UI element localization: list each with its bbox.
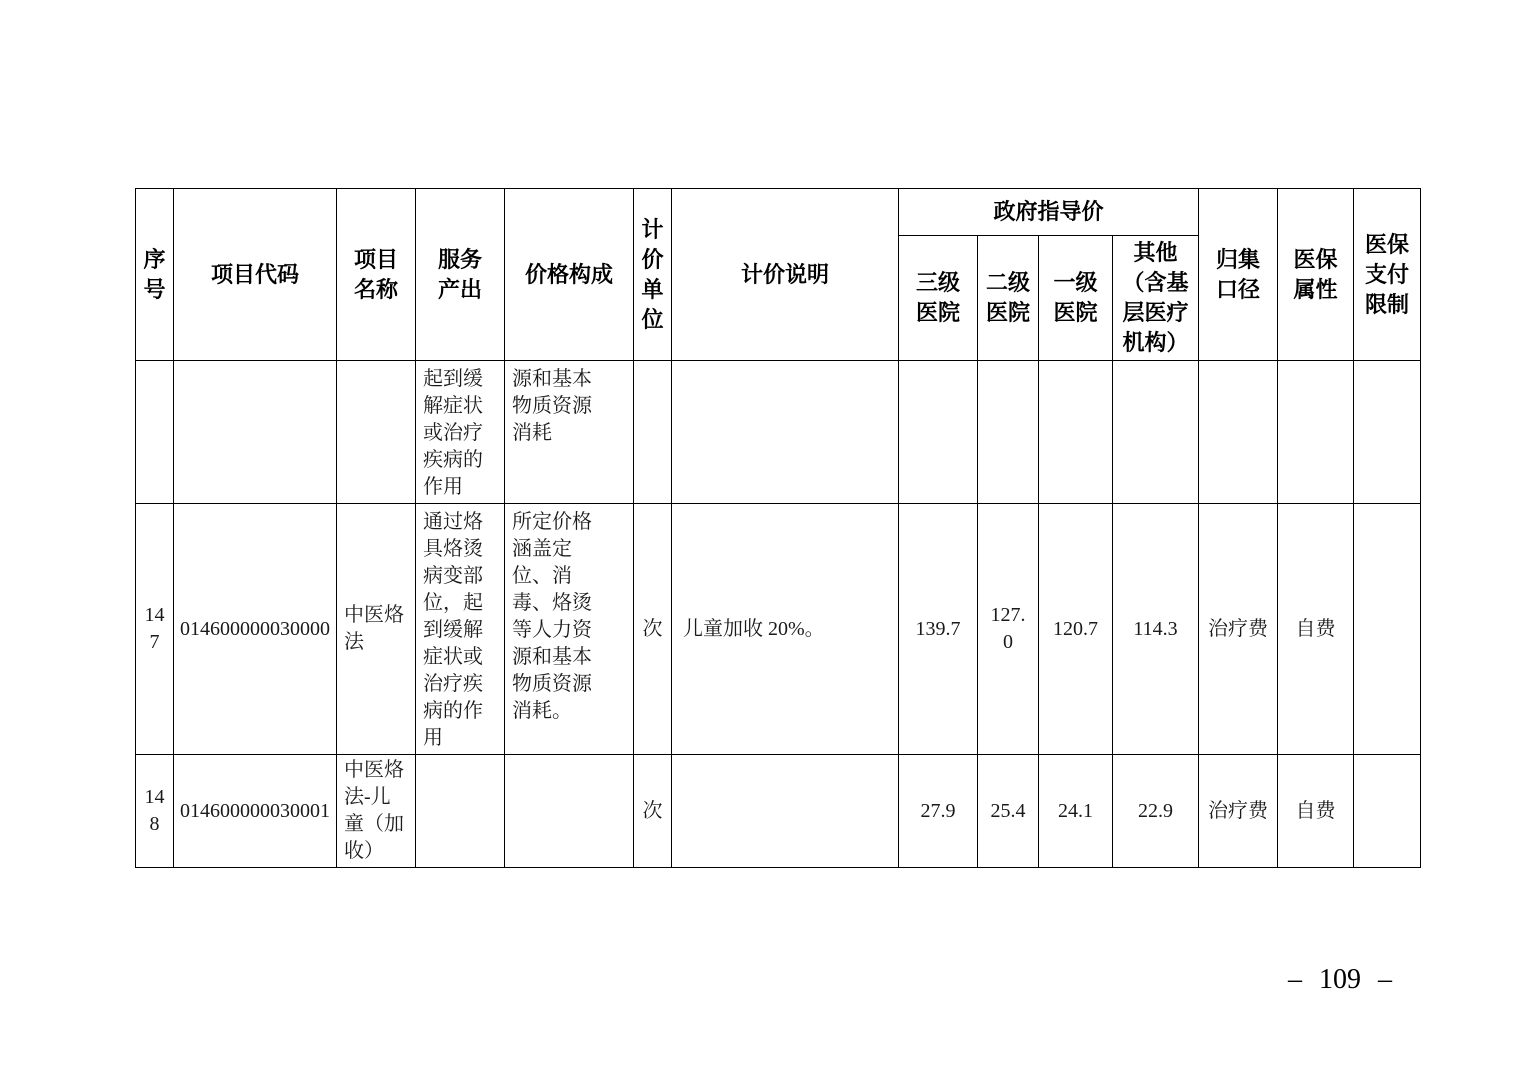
medical-service-price-table <box>135 188 1421 868</box>
col-header-seq <box>136 189 174 361</box>
cell-insurance-limit <box>1354 504 1421 755</box>
cell-insurance-attr <box>1278 504 1354 755</box>
col-header-output-label: 服务产出 <box>437 246 482 302</box>
cell-composition <box>505 361 634 504</box>
unit-value: 次 <box>642 799 663 822</box>
cell-caliber <box>1199 504 1278 755</box>
cell-note <box>672 504 899 755</box>
output-value: 通过烙具烙烫病变部位，起到缓解症状或治疗疾病的作用 <box>423 511 483 749</box>
cell-price-tier1 <box>1039 361 1113 504</box>
col-header-composition-label: 价格构成 <box>524 261 613 287</box>
cell-price-tier2 <box>978 755 1039 868</box>
col-header-tier1-label: 一级医院 <box>1053 270 1098 325</box>
col-header-unit-label: 计价单位 <box>641 216 664 332</box>
caliber-value: 治疗费 <box>1208 617 1269 640</box>
col-header-gov-guide-price-label: 政府指导价 <box>993 199 1104 224</box>
col-header-insurance-limit-label: 医保支付限制 <box>1365 231 1410 317</box>
cell-price-tier2 <box>978 361 1039 504</box>
col-header-output <box>416 189 505 361</box>
price-tier3-value: 27.9 <box>920 799 956 822</box>
output-value: 起到缓解症状或治疗疾病的作用 <box>423 368 483 498</box>
cell-caliber <box>1199 361 1278 504</box>
insurance-attr-value: 自费 <box>1295 799 1336 822</box>
seq-value: 148 <box>144 786 165 835</box>
cell-seq <box>136 755 174 868</box>
cell-price-other <box>1113 361 1199 504</box>
table-row-continuation <box>136 361 1421 504</box>
col-header-other-institutions <box>1113 236 1199 361</box>
cell-insurance-attr <box>1278 361 1354 504</box>
col-header-note-label: 计价说明 <box>740 261 829 287</box>
col-header-insurance-attr-label: 医保属性 <box>1293 246 1338 302</box>
col-header-insurance-attr <box>1278 189 1354 361</box>
composition-value: 所定价格涵盖定位、消毒、烙烫等人力资源和基本物质资源消耗。 <box>512 511 592 722</box>
price-tier3-value: 139.7 <box>915 617 961 640</box>
insurance-attr-value: 自费 <box>1295 617 1336 640</box>
cell-price-tier1 <box>1039 755 1113 868</box>
col-header-tier2-hospital <box>978 236 1039 361</box>
cell-note <box>672 361 899 504</box>
cell-price-tier2 <box>978 504 1039 755</box>
price-tier1-value: 120.7 <box>1053 617 1098 640</box>
cell-price-tier3 <box>899 504 978 755</box>
cell-insurance-limit <box>1354 361 1421 504</box>
col-header-caliber-label: 归集口径 <box>1216 246 1261 302</box>
cell-name <box>337 755 416 868</box>
cell-price-other <box>1113 504 1199 755</box>
code-value: 014600000030000 <box>180 617 330 640</box>
price-tier2-value: 127.0 <box>990 604 1026 653</box>
cell-note <box>672 755 899 868</box>
cell-insurance-limit <box>1354 755 1421 868</box>
unit-value: 次 <box>642 617 663 640</box>
cell-code <box>174 755 337 868</box>
col-header-note <box>672 189 899 361</box>
cell-seq <box>136 361 174 504</box>
col-header-code <box>174 189 337 361</box>
cell-output <box>416 361 505 504</box>
col-header-tier2-label: 二级医院 <box>985 270 1030 325</box>
col-header-name <box>337 189 416 361</box>
cell-name <box>337 361 416 504</box>
cell-seq <box>136 504 174 755</box>
note-value: 儿童加收 20%。 <box>683 617 825 640</box>
cell-composition <box>505 504 634 755</box>
cell-price-tier3 <box>899 755 978 868</box>
col-header-tier3-label: 三级医院 <box>915 270 960 325</box>
code-value: 014600000030001 <box>180 799 330 822</box>
col-header-gov-guide-price <box>899 189 1199 236</box>
col-header-composition <box>505 189 634 361</box>
cell-name <box>337 504 416 755</box>
cell-price-other <box>1113 755 1199 868</box>
price-tier2-value: 25.4 <box>990 799 1026 822</box>
cell-output <box>416 504 505 755</box>
col-header-seq-label: 序号 <box>143 246 166 302</box>
col-header-caliber <box>1199 189 1278 361</box>
col-header-other-label: 其他（含基层医疗机构） <box>1122 240 1189 355</box>
cell-caliber <box>1199 755 1278 868</box>
cell-price-tier3 <box>899 361 978 504</box>
caliber-value: 治疗费 <box>1208 799 1269 822</box>
cell-composition <box>505 755 634 868</box>
col-header-unit <box>634 189 672 361</box>
col-header-name-label: 项目名称 <box>353 246 398 302</box>
cell-code <box>174 361 337 504</box>
name-value: 中医烙法 <box>344 604 404 653</box>
cell-unit <box>634 504 672 755</box>
price-tier1-value: 24.1 <box>1058 799 1093 822</box>
seq-value: 147 <box>144 604 165 653</box>
cell-output <box>416 755 505 868</box>
cell-price-tier1 <box>1039 504 1113 755</box>
cell-unit <box>634 361 672 504</box>
name-value: 中医烙法-儿童（加收） <box>344 759 404 862</box>
col-header-tier1-hospital <box>1039 236 1113 361</box>
col-header-tier3-hospital <box>899 236 978 361</box>
col-header-code-label: 项目代码 <box>210 261 299 287</box>
cell-unit <box>634 755 672 868</box>
page-number: – 109 – <box>1288 964 1392 995</box>
table-row-148 <box>136 755 1421 868</box>
header-row-top <box>136 189 1421 236</box>
composition-value: 源和基本物质资源消耗 <box>512 368 592 444</box>
price-other-value: 22.9 <box>1138 799 1173 822</box>
col-header-insurance-limit <box>1354 189 1421 361</box>
price-other-value: 114.3 <box>1133 617 1178 640</box>
cell-code <box>174 504 337 755</box>
table-row-147 <box>136 504 1421 755</box>
cell-insurance-attr <box>1278 755 1354 868</box>
